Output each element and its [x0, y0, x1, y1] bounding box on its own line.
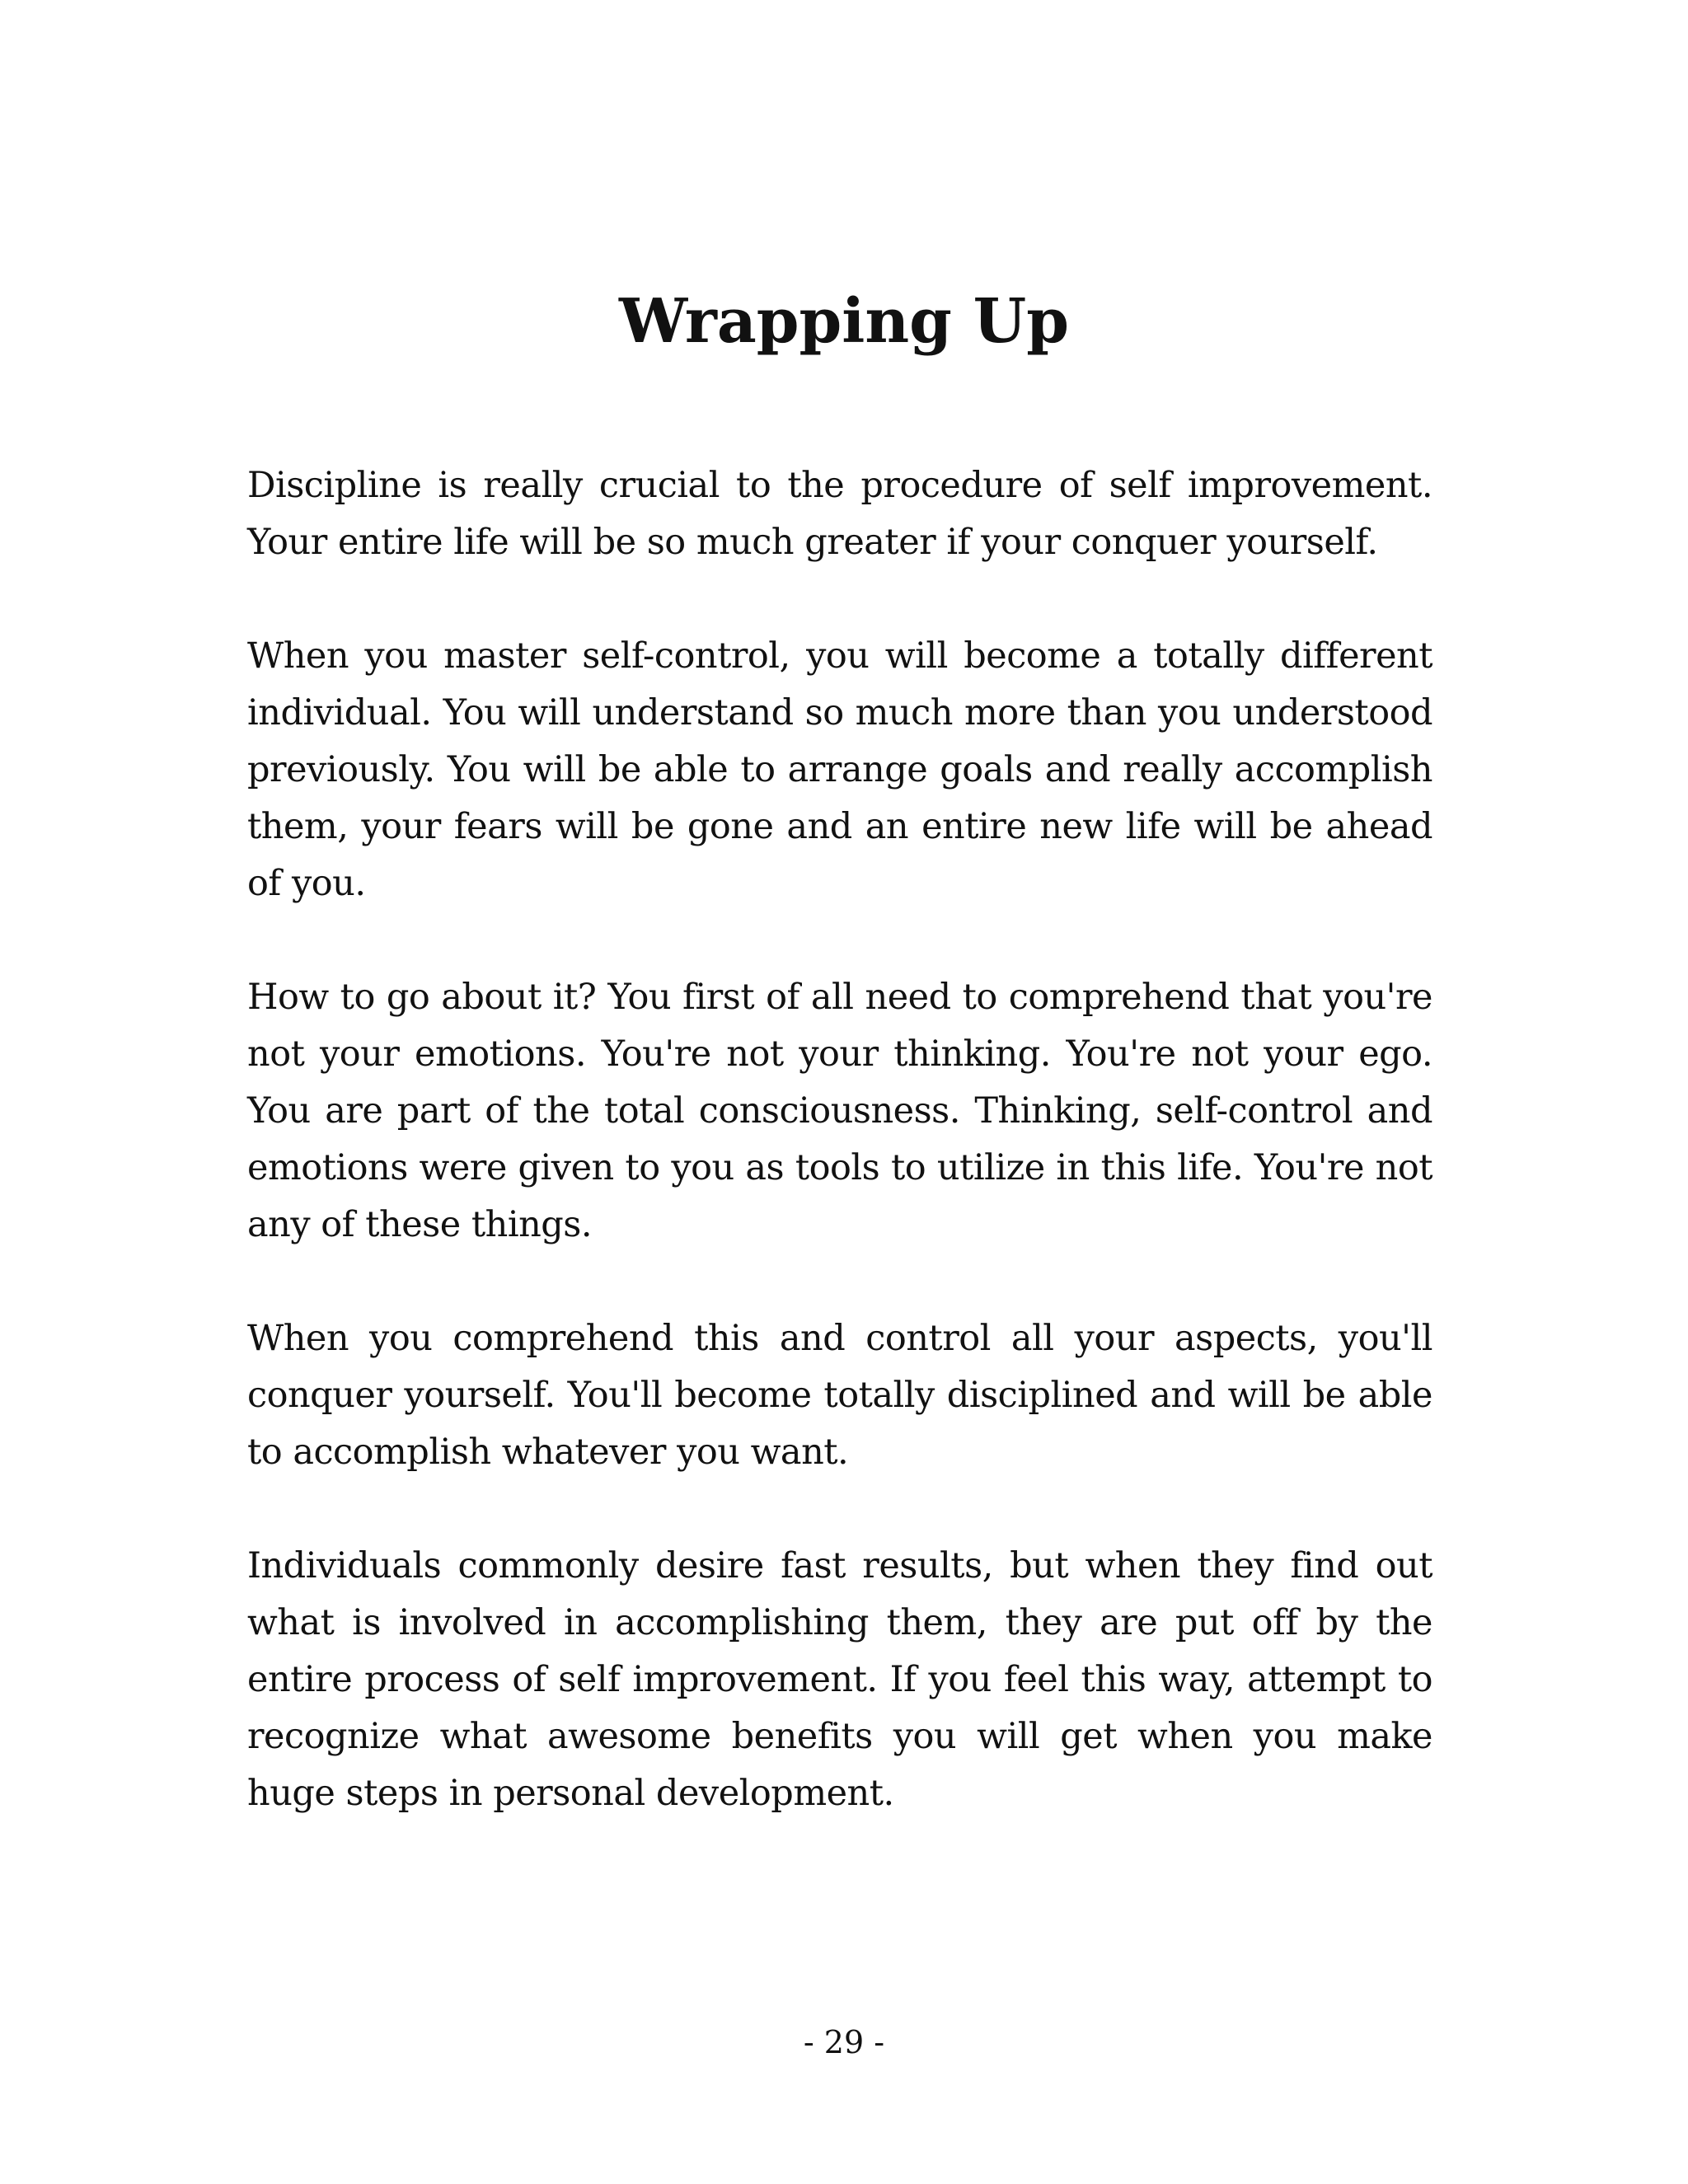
paragraph-2: When you master self-control, you will become a totally different individual. You will understand so much more than you understood previously. You will be able to arrange goals and really accomplish them, your fears will be gone and an entire new life will be ahead of you. — [247, 635, 1432, 904]
paragraph-1: Discipline is really crucial to the procedure of self improvement. Your entire life will be so much greater if your conquer yourself. — [247, 465, 1432, 563]
paragraph-3: How to go about it? You first of all need to comprehend that you're not your emotions. You're not your thinking. You're not your ego. You are part of the total consciousness. Thinking, self-control and emotions were given to you as tools to utilize in this life. You're not any of these things. — [247, 977, 1432, 1245]
paragraph-4: When you comprehend this and control all your aspects, you'll conquer yourself. You'll become totally disciplined and will be able to accomplish whatever you want. — [247, 1318, 1432, 1473]
page-title: Wrapping Up — [619, 286, 1069, 357]
body-text — [247, 457, 1432, 1879]
paragraph-5: Individuals commonly desire fast results, but when they find out what is involved in accomplishing them, they are put off by the entire process of self improvement. If you feel this way, attempt to recognize what awesome benefits you will get when you make huge steps in personal development. — [247, 1545, 1432, 1814]
page-number: - 29 - — [803, 2024, 885, 2060]
